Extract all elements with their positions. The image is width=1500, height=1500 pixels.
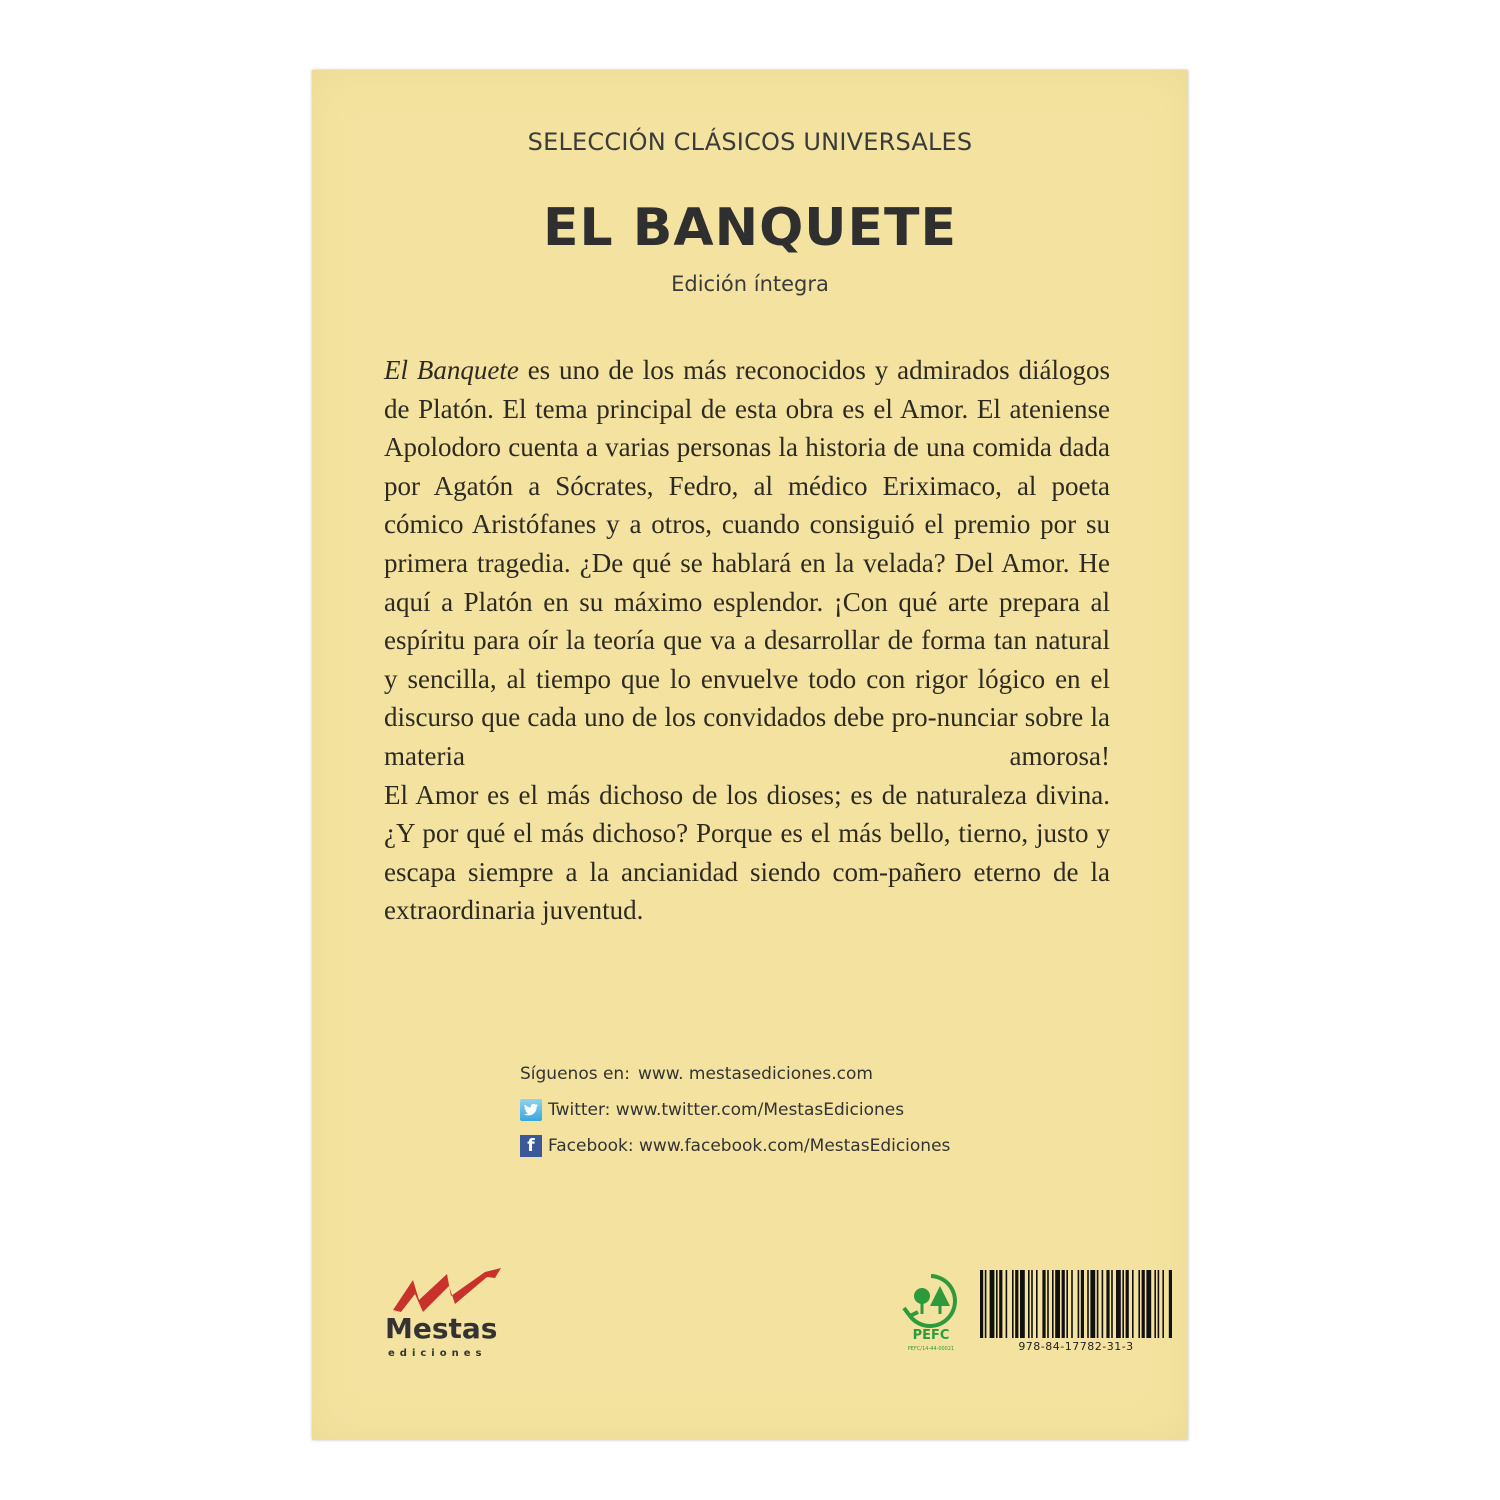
- facebook-row: [520, 1128, 950, 1164]
- edition-subtitle: Edición íntegra: [671, 272, 829, 296]
- publisher-sub: ediciones: [388, 1348, 487, 1359]
- barcode: [974, 1266, 1178, 1362]
- pefc-tree-icon: [898, 1272, 964, 1328]
- pefc-label: PEFC: [912, 1328, 950, 1343]
- website-link[interactable]: www. mestasediciones.com: [637, 1064, 873, 1084]
- facebook-link[interactable]: Facebook: www.facebook.com/MestasEdiciones: [548, 1136, 951, 1156]
- synopsis-paragraph-1-text: es uno de los más reconocidos y admirados diálogos de Platón. El tema principal de esta obra es el Amor. El ateniense Apolodoro cuenta a varias personas la historia de una comida dada por Agatón a Sócrates, Fedro, al médico Eriximaco, al poeta cómico Aristófanes y a otros, cuando consiguió el premio por su primera tragedia. ¿De qué se hablará en la velada? Del Amor. He aquí a Platón en su máximo esplendor. ¡Con qué arte prepara al espíritu para oír la teoría que va a desarrollar de forma tan natural y sencilla, al tiempo que lo envuelve todo con rigor lógico en el discurso que cada uno de los convidados debe pro-nunciar sobre la materia amorosa!: [384, 355, 1110, 771]
- barcode-bars: [980, 1270, 1172, 1338]
- website-row: [520, 1056, 950, 1092]
- publisher-name: Mestas: [385, 1312, 498, 1345]
- synopsis: [384, 351, 1110, 930]
- twitter-bird-icon: [520, 1099, 542, 1121]
- isbn-number: 978-84-17782-31-3: [1018, 1340, 1134, 1353]
- pefc-certification: [898, 1272, 970, 1362]
- follow-label: Síguenos en:: [520, 1064, 630, 1084]
- book-title-italic: El Banquete: [384, 355, 519, 385]
- collection-name: SELECCIÓN CLÁSICOS UNIVERSALES: [527, 128, 973, 156]
- twitter-link[interactable]: Twitter: www.twitter.com/MestasEdiciones: [548, 1100, 905, 1120]
- mestas-logo: [385, 1268, 525, 1368]
- twitter-row: [520, 1092, 950, 1128]
- synopsis-paragraph-1: [384, 351, 1110, 776]
- mestas-m-icon: [389, 1268, 509, 1314]
- synopsis-paragraph-2: El Amor es el más dichoso de los dioses; es de naturaleza divina. ¿Y por qué el más dichoso? Porque es el más bello, tierno, justo y escapa siempre a la ancianidad siendo com-pañero eterno de la extraordinaria juventud.: [384, 779, 1110, 926]
- social-links: [520, 1056, 950, 1164]
- pefc-code: PEFC/14-44-00021: [907, 1346, 955, 1352]
- book-title: EL BANQUETE: [542, 198, 958, 258]
- facebook-f-icon: f: [520, 1135, 542, 1157]
